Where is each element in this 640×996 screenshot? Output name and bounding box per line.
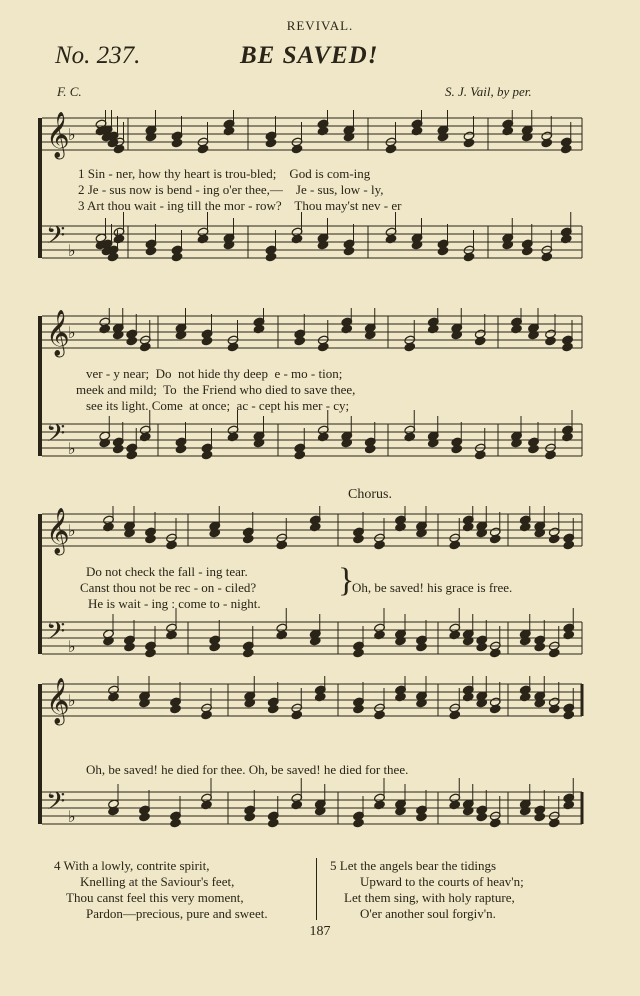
lyric-line-1-1: 1 Sin - ner, how thy heart is trou-bled; God is com-ing (78, 166, 371, 181)
verse-4-line-4: Pardon—precious, pure and sweet. (86, 906, 268, 921)
note-head (139, 812, 151, 822)
flat-icon: ♭ (68, 807, 76, 826)
note-head (548, 704, 560, 714)
note-head (541, 252, 553, 262)
note-head (291, 144, 303, 154)
note-head (317, 342, 329, 352)
music-system-4 (38, 676, 588, 836)
note-head (474, 450, 486, 460)
note-head (548, 818, 560, 828)
note-head (353, 648, 365, 658)
note-head (170, 704, 182, 714)
note-head (528, 444, 540, 454)
note-head (227, 342, 239, 352)
note-head (563, 540, 575, 550)
lyric-line-4-1: Oh, be saved! he died for thee. Oh, be saved! he died for thee. (86, 762, 409, 777)
note-head (474, 336, 486, 346)
flat-icon: ♭ (68, 439, 76, 458)
verse-5-line-4: O'er another soul forgiv'n. (360, 906, 496, 921)
note-head (265, 252, 277, 262)
note-head (197, 144, 209, 154)
note-head (476, 812, 488, 822)
note-head (449, 540, 461, 550)
note-head (170, 818, 182, 828)
lyric-line-2-1: ver - y near; Do not hide thy deep e - mo - tion; (86, 366, 343, 381)
system-bracket (38, 316, 42, 456)
note-head (548, 648, 560, 658)
note-head (244, 812, 256, 822)
note-head (294, 336, 306, 346)
lyric-line-1-2: 2 Je - sus now is bend - ing o'er thee,— Je - sus, low - ly, (78, 182, 384, 197)
bass-clef-icon: 𝄢 (46, 221, 66, 256)
note-head (276, 540, 288, 550)
note-head (353, 704, 365, 714)
lyric-line-3-1: Do not check the fall - ing tear. (86, 564, 248, 579)
note-head (451, 444, 463, 454)
chorus-refrain: Oh, be saved! his grace is free. (352, 580, 513, 595)
note-head (291, 710, 303, 720)
system-bracket (38, 514, 42, 654)
note-head (139, 342, 151, 352)
note-head (374, 710, 386, 720)
note-head (201, 336, 213, 346)
lyric-line-2-3: see its light. Come at once; ac - cept his mer - cy; (86, 398, 350, 413)
note-head (145, 534, 157, 544)
note-head (267, 818, 279, 828)
note-head (126, 336, 138, 346)
flat-icon: ♭ (68, 691, 76, 710)
treble-clef-icon: 𝄞 (46, 678, 70, 724)
note-head (374, 540, 386, 550)
note-head (541, 138, 553, 148)
treble-clef-icon: 𝄞 (46, 508, 70, 554)
lyric-line-3-3: He is wait - ing : come to - night. (88, 596, 261, 611)
note-head (145, 246, 157, 256)
verse-4-line-1: 4 With a lowly, contrite spirit, (54, 858, 210, 873)
system-bracket (38, 684, 42, 824)
bass-clef-icon: 𝄢 (46, 787, 66, 822)
flat-icon: ♭ (68, 323, 76, 342)
note-head (385, 144, 397, 154)
note-head (489, 648, 501, 658)
note-head (175, 444, 187, 454)
note-head (476, 642, 488, 652)
note-head (463, 138, 475, 148)
verse-5-line-3: Let them sing, with holy rapture, (344, 890, 515, 905)
note-head (112, 444, 124, 454)
note-head (404, 342, 416, 352)
note-head (343, 246, 355, 256)
note-head (171, 138, 183, 148)
note-head (353, 534, 365, 544)
bass-clef-icon: 𝄢 (46, 419, 66, 454)
note-head (265, 138, 277, 148)
hymn-number: No. 237. (55, 42, 141, 69)
note-head (145, 648, 157, 658)
note-head (489, 534, 501, 544)
page-number: 187 (309, 924, 331, 939)
note-head (242, 534, 254, 544)
note-head (449, 710, 461, 720)
lyric-line-1-3: 3 Art thou wait - ing till the mor - row? Thou may'st nev - er (78, 198, 402, 213)
hymn-title: BE SAVED! (240, 42, 379, 69)
verse-4-line-3: Thou canst feel this very moment, (66, 890, 244, 905)
note-head (171, 252, 183, 262)
note-head (353, 818, 365, 828)
verse-4-line-2: Knelling at the Saviour's feet, (80, 874, 235, 889)
note-head (294, 450, 306, 460)
chorus-label: Chorus. (348, 487, 392, 502)
note-head (545, 336, 557, 346)
treble-clef-icon: 𝄞 (46, 112, 70, 158)
bass-clef-icon: 𝄢 (46, 617, 66, 652)
note-head (242, 648, 254, 658)
note-head (126, 450, 138, 460)
note-head (416, 812, 428, 822)
lyric-line-2-2: meek and mild; To the Friend who died to save thee, (76, 382, 356, 397)
lyric-line-3-2: Canst thou not be rec - on - ciled? (80, 580, 257, 595)
flat-icon: ♭ (68, 241, 76, 260)
note-head (124, 642, 136, 652)
section-title: REVIVAL. (286, 18, 354, 33)
note-head (416, 642, 428, 652)
verse-5 (330, 858, 524, 922)
note-head (489, 818, 501, 828)
verse-5-line-1: 5 Let the angels bear the tidings (330, 858, 497, 873)
treble-clef-icon: 𝄞 (46, 310, 70, 356)
system-bracket (38, 118, 42, 258)
flat-icon: ♭ (68, 521, 76, 540)
note-head (437, 246, 449, 256)
note-head (563, 710, 575, 720)
note-head (489, 704, 501, 714)
verse-divider (316, 858, 317, 920)
note-head (201, 450, 213, 460)
flat-icon: ♭ (68, 125, 76, 144)
words-author: F. C. (57, 84, 82, 99)
verse-4 (54, 858, 268, 922)
note-head (267, 704, 279, 714)
note-head (534, 642, 546, 652)
note-head (209, 642, 221, 652)
note-head (463, 252, 475, 262)
note-head (545, 450, 557, 460)
note-head (560, 144, 572, 154)
chorus-brace: } (338, 562, 355, 599)
music-author: S. J. Vail, by per. (445, 84, 532, 99)
note-head (534, 812, 546, 822)
note-head (201, 710, 213, 720)
flat-icon: ♭ (68, 637, 76, 656)
note-head (562, 342, 574, 352)
note-head (521, 246, 533, 256)
note-head (548, 534, 560, 544)
note-head (166, 540, 178, 550)
verse-5-line-2: Upward to the courts of heav'n; (360, 874, 524, 889)
note-head (364, 444, 376, 454)
